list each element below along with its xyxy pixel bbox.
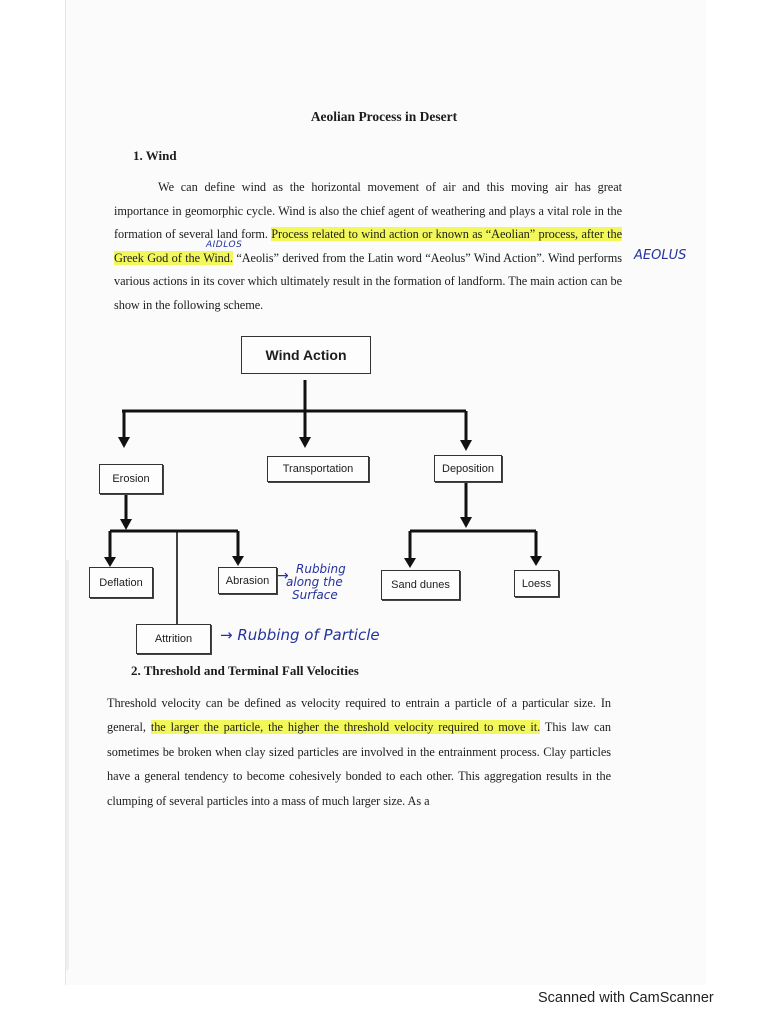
node-deflation: Deflation xyxy=(89,567,153,598)
handwritten-abrasion-note xyxy=(286,562,346,602)
node-sand-dunes: Sand dunes xyxy=(381,570,460,600)
node-erosion: Erosion xyxy=(99,464,163,494)
abrasion-note-line3: Surface xyxy=(292,588,338,602)
threshold-highlight: the larger the particle, the higher the threshold velocity required to move it. xyxy=(150,720,541,735)
wind-text-rest: “Aeolis” derived from the Latin word “Aeolus” Wind Action”. Wind performs various actions in its cover which ultimately result in the formation of landform. The main action can be show in the following scheme. xyxy=(114,250,622,312)
handwritten-aeolus: AEOLUS xyxy=(634,248,687,263)
node-transportation: Transportation xyxy=(267,456,369,482)
section-heading-wind: 1. Wind xyxy=(133,148,177,163)
handwritten-aidlos: AIDLOS xyxy=(206,240,243,250)
scanner-watermark: Scanned with CamScanner xyxy=(538,990,714,1006)
node-deposition: Deposition xyxy=(434,455,502,482)
threshold-paragraph xyxy=(107,691,611,813)
handwritten-attrition-note: → Rubbing of Particle xyxy=(220,626,380,644)
abrasion-note-line1: Rubbing xyxy=(296,562,346,576)
node-abrasion: Abrasion xyxy=(218,567,277,594)
abrasion-note-line2: along the xyxy=(286,575,343,589)
node-loess: Loess xyxy=(514,570,559,597)
handwritten-arrow-abrasion: → xyxy=(277,568,289,584)
section-heading-threshold: 2. Threshold and Terminal Fall Velocities xyxy=(131,663,359,678)
node-attrition: Attrition xyxy=(136,624,211,654)
threshold-text-rest: This law can sometimes be broken when clay sized particles are involved in the entrainment process. Clay particles have a general tendency to become cohesively bonded to each other. This aggregation results in the clumping of several particles into a mass of much larger size. As a xyxy=(107,720,611,808)
aeolian-highlight: Process related to wind action or known as “Aeolian” process, after the Greek God of the Wind. xyxy=(114,227,622,265)
threshold-text-intro: Threshold velocity can be defined as velocity required to entrain a particle of a particular size. In general, xyxy=(107,696,611,735)
wind-text-intro: We can define wind as the horizontal movement of air and this moving air has great importance in geomorphic cycle. Wind is also the chief agent of weathering and plays a vital role in the formation of several land form. xyxy=(114,180,622,242)
document-title: Aeolian Process in Desert xyxy=(310,109,458,124)
node-wind-action: Wind Action xyxy=(241,336,371,374)
